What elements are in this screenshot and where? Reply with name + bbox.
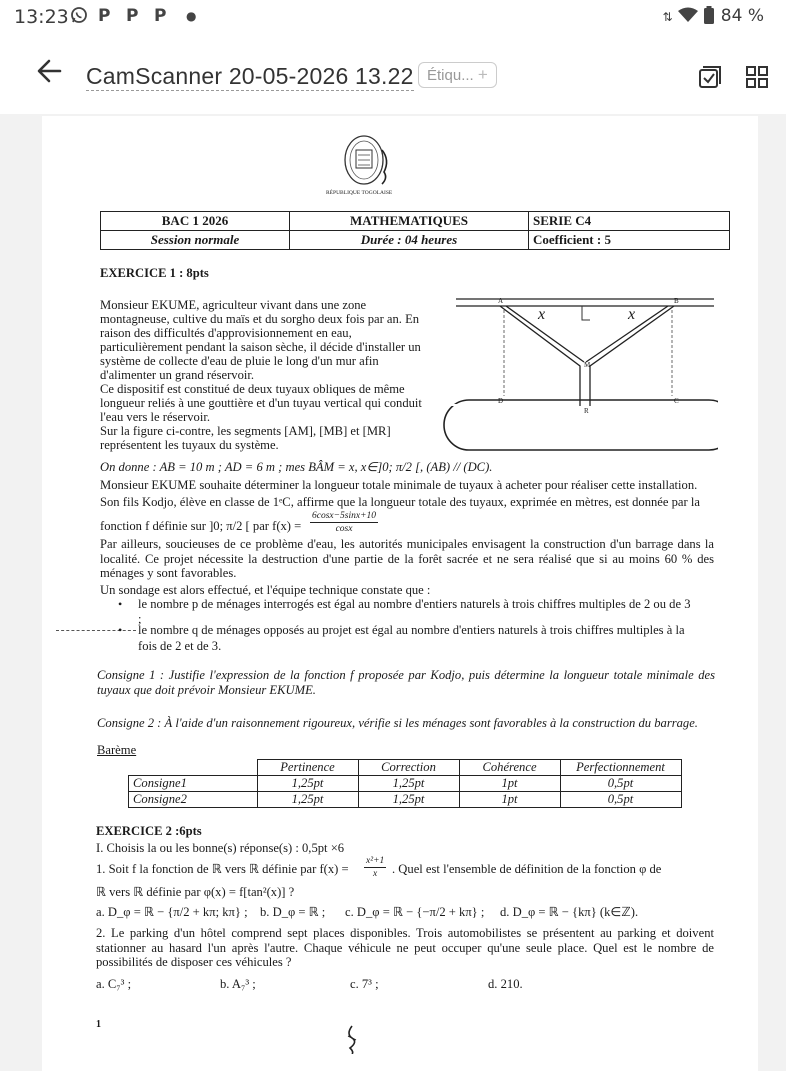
q2-text: 2. Le parking d'un hôtel comprend sept places disponibles. Trois automobilistes se présentent au parking et doivent stationner au hasard l'un après l'autre. Chaque véhicule ne peut occuper qu'une seule place. Quel est le nombre de possibilités de disposer ces véhicules ? [96, 926, 714, 970]
grid-view-button[interactable] [744, 64, 770, 90]
status-time: 13:23 [14, 6, 69, 28]
bareme-cell: 1,25pt [358, 776, 459, 792]
ex1-line: montagneuse, cultive du maïs et du sorgho deux fois par an. En [100, 312, 420, 326]
bareme-header-cell: Cohérence [459, 760, 560, 776]
fig-angle-x-left: x [538, 306, 546, 323]
page-number: 1 [96, 1019, 101, 1030]
ex1-line: longueur reliés à une gouttière et d'un tuyau vertical qui conduit [100, 396, 422, 410]
ex1-line: d'alimenter un grand réservoir. [100, 368, 255, 382]
ex1-bullet-q-end: fois de 2 et de 3. [138, 639, 222, 653]
dot-icon: ● [186, 9, 197, 23]
q1-text-c: ℝ vers ℝ définie par φ(x) = f[tan²(x)] ? [96, 885, 295, 899]
sync-icon: ⇅ [662, 10, 673, 24]
back-arrow-icon [34, 54, 68, 88]
ex1-line: représentent les tuyaux du système. [100, 438, 279, 452]
ex1-frac-num: 6cosx−5sinx+10 [312, 511, 377, 521]
ex2-intro: I. Choisis la ou les bonne(s) réponse(s) : 0,5pt ×6 [96, 841, 345, 855]
tag-chip[interactable] [418, 62, 497, 88]
bareme-cell: 1pt [459, 792, 560, 808]
q1-text-b: . Quel est l'ensemble de définition de la fonction φ de [392, 862, 662, 876]
seal-caption: RÉPUBLIQUE TOGOLAISE [326, 190, 393, 196]
q1-option-a: a. D_φ = ℝ − {π/2 + kπ; kπ} ; [96, 905, 248, 919]
bac-cell: BAC 1 2026 [101, 212, 290, 231]
add-tag-icon: + [477, 65, 488, 84]
q1-option-b: b. D_φ = ℝ ; [260, 905, 326, 919]
fig-label-c: C [674, 397, 679, 405]
table-row [129, 776, 682, 792]
tag-label: Étiqu... [427, 67, 474, 84]
session-cell: Session normale [101, 231, 290, 250]
exercise2-title: EXERCICE 2 :6pts [96, 824, 202, 838]
ex1-paragraph-son: Son fils Kodjo, élève en classe de 1ᵉC, affirme que la longueur totale des tuyaux, exprimée en mètres, est donnée par la [100, 495, 700, 509]
fig-label-r: R [584, 407, 589, 415]
status-bar [0, 0, 786, 34]
ex1-line: particulièrement pendant la saison sèche, il décide d'installer un [100, 340, 421, 354]
ex1-line: système de collecte d'eau de pluie le long d'un mur afin [100, 354, 379, 368]
fig-label-d: D [498, 397, 504, 405]
q1-text-a: 1. Soit f la fonction de ℝ vers ℝ définie par f(x) = [96, 862, 349, 876]
ex1-frac-den: cosx [335, 524, 353, 534]
battery-level: 84 % [720, 6, 764, 26]
document-viewer[interactable] [0, 114, 786, 1071]
bullet-dot: • [118, 597, 123, 611]
ex1-paragraph-barrage: Par ailleurs, soucieuses de ce problème d'eau, les autorités municipales envisagent la construction d'un barrage dans la localité. Ce projet nécessite la destruction d'une partie de la forêt sacrée et ne sera réalisé que si au moins 60 % des ménages y sont favorables. [100, 537, 714, 581]
serie-cell: SERIE C4 [529, 212, 730, 231]
fig-label-b: B [674, 297, 679, 305]
p-icon: P [154, 6, 167, 26]
ex1-bullet-p-end: ; [138, 612, 142, 626]
select-check-icon [696, 64, 722, 90]
bareme-cell: 1pt [459, 776, 560, 792]
q1-fraction [364, 855, 386, 880]
ex1-line: Ce dispositif est constitué de deux tuyaux obliques de même [100, 382, 405, 396]
grid-icon [744, 64, 770, 90]
duree-cell: Durée : 04 heures [290, 231, 529, 250]
ex1-fraction [310, 510, 378, 535]
bareme-cell: 0,5pt [560, 776, 681, 792]
exam-header-table [100, 211, 730, 250]
consigne-2: Consigne 2 : À l'aide d'un raisonnement rigoureux, vérifie si les ménages sont favorables à la construction du barrage. [97, 716, 698, 730]
fig-angle-x-right: x [628, 306, 636, 323]
scan-line-artifact [56, 630, 136, 631]
republic-seal [340, 130, 400, 192]
bareme-header-cell: Perfectionnement [560, 760, 681, 776]
ex1-line: Sur la figure ci-contre, les segments [AM], [MB] et [MR] [100, 424, 391, 438]
wifi-icon [678, 6, 703, 26]
p-icon: P [98, 6, 111, 26]
bareme-header-cell: Correction [358, 760, 459, 776]
bareme-cell: 1,25pt [257, 776, 358, 792]
ex1-function-def: fonction f définie sur ]0; π/2 [ par f(x) = [100, 519, 302, 533]
document-title[interactable]: CamScanner 20-05-2026 13.22 [86, 63, 414, 89]
q1-option-c: c. D_φ = ℝ − {−π/2 + kπ} ; [345, 905, 485, 919]
bareme-cell: Consigne2 [129, 792, 258, 808]
bareme-header-cell [129, 760, 258, 776]
bareme-table [128, 759, 682, 808]
whatsapp-icon [70, 6, 88, 29]
consigne-1: Consigne 1 : Justifie l'expression de la fonction f proposée par Kodjo, puis détermine la longueur totale minimale des tuyaux que doit prévoir Monsieur EKUME. [97, 668, 715, 697]
q2-option-b: b. A₇³ ; [220, 977, 256, 991]
scanned-page [42, 116, 758, 1071]
ex1-paragraph-sondage: Un sondage est alors effectué, et l'équipe technique constate que : [100, 583, 431, 597]
q2-option-a: a. C₇³ ; [96, 977, 132, 991]
q1-frac-num: x²+1 [366, 856, 385, 866]
exercise1-intro [100, 298, 434, 452]
select-button[interactable] [696, 64, 722, 90]
ex1-bullet-q: le nombre q de ménages opposés au projet est égal au nombre d'entiers naturels à trois chiffres multiples à la [138, 623, 685, 637]
signature-icon [344, 1024, 360, 1058]
ex1-line: Monsieur EKUME, agriculteur vivant dans une zone [100, 298, 367, 312]
q1-frac-den: x [373, 869, 378, 879]
q2-option-d: d. 210. [488, 977, 523, 991]
p-icon: P [126, 6, 139, 26]
bareme-cell: Consigne1 [129, 776, 258, 792]
ex1-line: l'eau vers le réservoir. [100, 410, 210, 424]
bareme-header-cell: Pertinence [257, 760, 358, 776]
coat-of-arms-icon [340, 130, 400, 192]
bareme-title: Barème [97, 743, 137, 757]
fig-label-a: A [498, 297, 504, 305]
ex1-donne: On donne : AB = 10 m ; AD = 6 m ; mes BÂM = x, x∈]0; π/2 [, (AB) // (DC). [100, 460, 493, 474]
table-row [129, 792, 682, 808]
coef-cell: Coefficient : 5 [529, 231, 730, 250]
bullet-dot: • [118, 623, 123, 637]
ex1-bullet-p: le nombre p de ménages interrogés est égal au nombre d'entiers naturels à trois chiffres multiples de 2 ou de 3 [138, 597, 691, 611]
ex1-paragraph-goal: Monsieur EKUME souhaite déterminer la longueur totale minimale de tuyaux à acheter pour réaliser cette installation. [100, 478, 698, 492]
battery-icon [703, 6, 720, 26]
bareme-cell: 0,5pt [560, 792, 681, 808]
q2-option-c: c. 7³ ; [350, 977, 379, 991]
bareme-cell: 1,25pt [257, 792, 358, 808]
back-button[interactable] [34, 54, 68, 88]
status-right [663, 6, 764, 26]
pipe-system-figure [442, 296, 718, 456]
bareme-cell: 1,25pt [358, 792, 459, 808]
fig-label-m: M [584, 361, 591, 369]
exercise1-title: EXERCICE 1 : 8pts [100, 266, 209, 280]
ex1-line: raison des difficultés d'approvisionnement en eau, [100, 326, 352, 340]
app-bar [0, 34, 786, 114]
subject-cell: MATHEMATIQUES [290, 212, 529, 231]
q1-option-d: d. D_φ = ℝ − {kπ} (k∈ℤ). [500, 905, 639, 919]
